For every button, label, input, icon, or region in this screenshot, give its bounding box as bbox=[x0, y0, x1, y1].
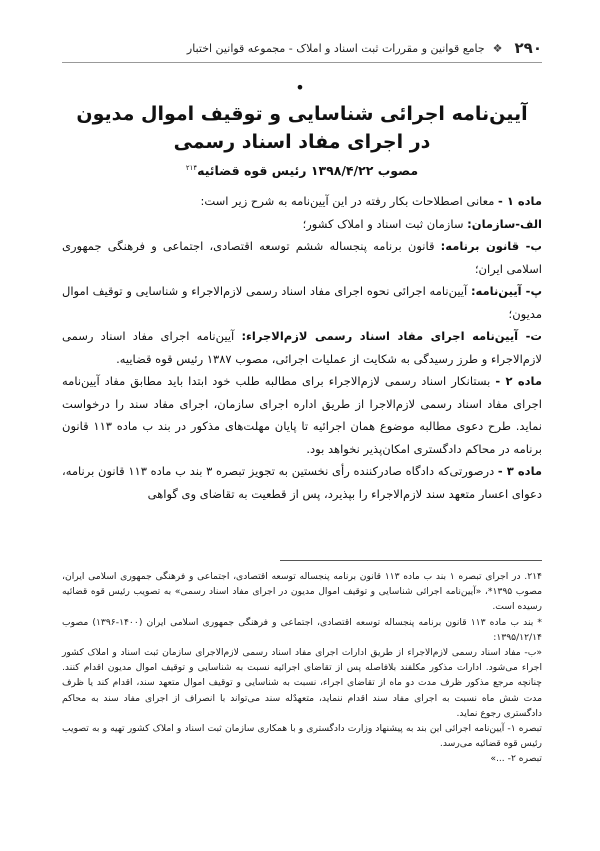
header-rule bbox=[62, 62, 542, 63]
paragraph-text: درصورتی‌که دادگاه صادرکننده رأی نخستین به تجویز تبصره ۳ بند ب ماده ۱۱۳ قانون برنامه، دعوای اعسار متعهد سند لازم‌الاجراء را بپذیرد، پس از قطعیت به تقاضای وی گواهی bbox=[62, 464, 542, 501]
document-body bbox=[62, 190, 542, 505]
footnote-rule bbox=[280, 560, 542, 561]
footnote: تبصره ۱- آیین‌نامه اجرائی این بند به پیشنهاد وزارت دادگستری و با همکاری سازمان ثبت اسناد و املاک کشور تهیه و به تصویب رئیس قوه قضائیه می‌رسد. bbox=[62, 723, 542, 750]
footnote: تبصره ۲- ...» bbox=[490, 753, 542, 765]
diamond-ornament-icon: ❖ bbox=[492, 41, 503, 55]
paragraph-text: بستانکار اسناد رسمی لازم‌الاجراء برای مطالبه طلب خود ابتدا باید مطابق مفاد آیین‌نامه اجرای مفاد اسناد رسمی لازم‌الاجرا از طریق اداره اجرای سازمان، اجرای مفاد سند را درخواست نماید. طرح دعوی مطالبه موضوع همان اجرائیه تا پایان مهلت‌های مذکور در بند ب ماده ۱۱۳ قانون برنامه در محاکم دادگستری امکان‌پذیر نخواهد بود. bbox=[62, 374, 543, 456]
document-subtitle bbox=[62, 160, 542, 179]
section-bullet: • bbox=[295, 78, 305, 97]
paragraph bbox=[62, 235, 542, 280]
approval-line: مصوب ۱۳۹۸/۴/۲۲ رئیس قوه قضائیه bbox=[197, 163, 419, 179]
paragraph-label: ماده ۲ - bbox=[495, 374, 542, 388]
footnote: * بند ب ماده ۱۱۳ قانون برنامه پنجساله توسعه اقتصادی، اجتماعی و فرهنگی جمهوری اسلامی ایران (۱۴۰۰-۱۳۹۶) مصوب ۱۳۹۵/۱۲/۱۴: bbox=[62, 616, 542, 643]
running-header bbox=[62, 38, 542, 58]
footnotes bbox=[62, 569, 542, 767]
paragraph-text: آیین‌نامه اجرائی نحوه اجرای مفاد اسناد رسمی لازم‌الاجراء و شناسایی و توقیف اموال مدیون؛ bbox=[62, 284, 542, 321]
paragraph-text: سازمان ثبت اسناد و املاک کشور؛ bbox=[302, 216, 468, 231]
paragraph-label: ماده ۳ - bbox=[497, 464, 543, 478]
paragraph-label: ماده ۱ - bbox=[498, 194, 542, 208]
running-title: جامع قوانین و مقررات ثبت اسناد و املاک - مجموعه قوانین اختبار bbox=[186, 41, 485, 55]
paragraph bbox=[62, 280, 542, 325]
footnote: ۲۱۴. در اجرای تبصره ۱ بند ب ماده ۱۱۳ قانون برنامه پنجساله توسعه اقتصادی، اجتماعی و فرهنگی جمهوری اسلامی ایران، مصوب ۱۳۹۵*، «آیین‌نامه اجرائی شناسایی و توقیف اموال مدیون در اجرای مفاد اسناد رسمی» به تصویب رئیس قوه قضائیه رسیده است. bbox=[62, 571, 542, 613]
paragraph bbox=[62, 370, 542, 460]
paragraph-text: معانی اصطلاحات بکار رفته در این آیین‌نامه به شرح زیر است: bbox=[200, 194, 499, 208]
paragraph bbox=[62, 325, 542, 370]
paragraph-label: الف-سازمان: bbox=[467, 216, 542, 231]
paragraph-label: پ- آیین‌نامه: bbox=[470, 284, 543, 298]
paragraph-label: ب- قانون برنامه: bbox=[440, 239, 542, 253]
paragraph-label: ت- آیین‌نامه اجرای مفاد اسناد رسمی لازم‌الاجراء: bbox=[241, 329, 542, 343]
title-line: آیین‌نامه اجرائی شناسایی و توقیف اموال مدیون bbox=[76, 103, 528, 125]
title-line: در اجرای مفاد اسناد رسمی bbox=[173, 131, 431, 153]
paragraph bbox=[62, 460, 542, 505]
paragraph-text: آیین‌نامه اجرای مفاد اسناد رسمی لازم‌الاجراء و طرز رسیدگی به شکایت از عملیات اجرائی، مصوب ۱۳۸۷ رئیس قوه قضاییه. bbox=[62, 329, 542, 366]
paragraph-text: قانون برنامه پنجساله ششم توسعه اقتصادی، اجتماعی و فرهنگی جمهوری اسلامی ایران؛ bbox=[62, 239, 542, 276]
paragraph bbox=[62, 213, 542, 236]
footnote: «ب- مفاد اسناد رسمی لازم‌الاجراء از طریق ادارات اجرای مفاد اسناد رسمی لازم‌الاجرای سازمان ثبت اسناد و املاک کشور اجراء می‌شود. ادارات مذکور مکلفند بلافاصله پس از تقاضای اجرائیه نسبت به شناسایی و توقیف اموال مدیون اقدام کنند. چنانچه مرجع مذکور ظرف مدت دو ماه از تقاضای اجراء، نسبت به شناسایی و توقیف اموال متعهد سند، اقدام کند یا ظرف مدت شش ماه نسبت به اجرای مفاد سند اقدام ننماید، متعهدٌله سند می‌تواند با انصراف از اجرای مفاد سند به محاکم دادگستری رجوع نماید. bbox=[62, 647, 542, 719]
page-number: ۲۹۰ bbox=[514, 39, 542, 57]
footnote-ref: ۲۱۴ bbox=[185, 164, 198, 172]
document-title bbox=[62, 100, 542, 156]
paragraph bbox=[62, 190, 542, 213]
